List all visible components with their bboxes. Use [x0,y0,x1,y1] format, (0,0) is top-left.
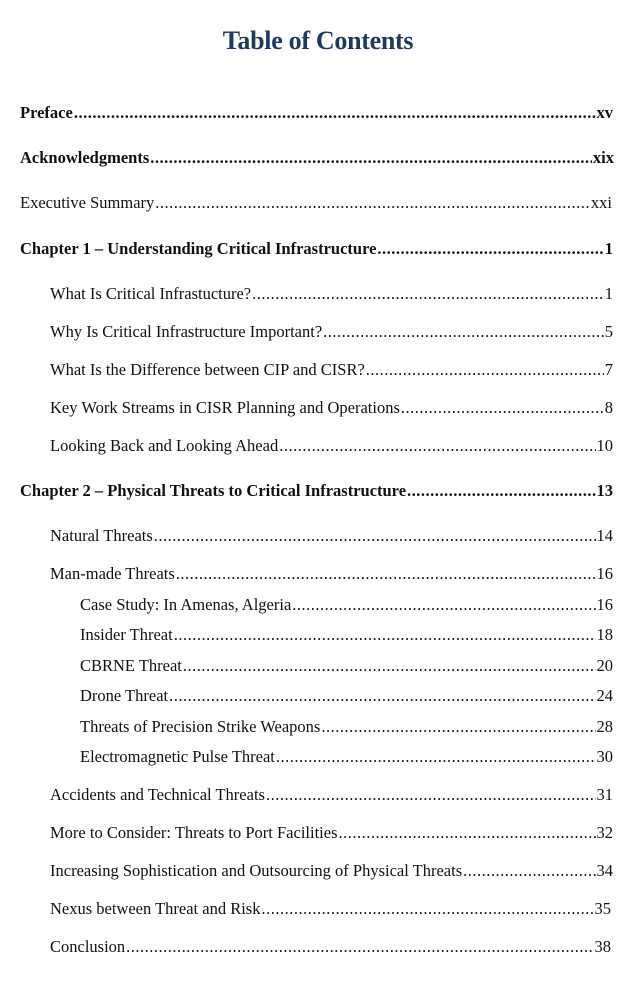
toc-entry-label: What Is the Difference between CIP and CISR? [50,360,365,379]
toc-entry-page: xix [592,148,614,167]
toc-entry-label: Insider Threat [80,625,173,644]
toc-entry-label: Chapter 1 – Understanding Critical Infrastructure [20,239,377,258]
toc-entry-page: 32 [596,823,613,842]
toc-entry[interactable] [50,861,613,881]
toc-entry[interactable] [50,436,613,456]
toc-entry-page: 14 [596,526,613,545]
toc-entry[interactable] [20,481,613,501]
toc-entry-page: 16 [596,595,613,614]
toc-entry[interactable] [80,656,613,676]
toc-leader-dots [74,103,596,123]
toc-entry[interactable] [80,686,613,706]
toc-entry-page: 10 [596,436,613,455]
toc-entry[interactable] [20,193,612,213]
toc-entry-label: Accidents and Technical Threats [50,785,265,804]
toc-leader-dots [321,717,595,737]
toc-entry[interactable] [50,360,613,380]
toc-leader-dots [339,823,596,843]
toc-entry-page: 34 [596,861,613,880]
toc-leader-dots [176,564,596,584]
toc-entry[interactable] [80,747,613,767]
toc-entry-label: Looking Back and Looking Ahead [50,436,279,455]
toc-entry-page: xxi [590,193,612,212]
toc-entry-label: Conclusion [50,937,126,956]
toc-entry[interactable] [50,823,613,843]
toc-entry[interactable] [80,625,613,645]
toc-leader-dots [366,360,604,380]
toc-entry-label: Natural Threats [50,526,153,545]
toc-leader-dots [155,193,590,213]
toc-entry-page: 20 [596,656,613,675]
toc-entry-label: Key Work Streams in CISR Planning and Operations [50,398,400,417]
toc-entry[interactable] [50,284,613,304]
toc-entry-label: Preface [20,103,73,122]
toc-leader-dots [323,322,604,342]
toc-entry-label: Man-made Threats [50,564,175,583]
toc-leader-dots [377,239,603,259]
toc-entry-page: 30 [596,747,613,766]
toc-entry-page: 38 [594,937,611,956]
toc-entry-page: xv [596,103,613,122]
toc-leader-dots [169,686,595,706]
toc-entry-page: 13 [596,481,613,500]
toc-entry-page: 35 [594,899,611,918]
toc-entry-page: 16 [596,564,613,583]
toc-entry[interactable] [50,322,613,342]
toc-leader-dots [407,481,595,501]
toc-entry[interactable] [50,398,613,418]
toc-leader-dots [150,148,592,168]
toc-leader-dots [261,899,593,919]
toc-entry-page: 1 [604,239,613,258]
toc-leader-dots [292,595,595,615]
toc-entry-label: More to Consider: Threats to Port Facilities [50,823,338,842]
toc-entry[interactable] [50,937,611,957]
toc-entry-label: Chapter 2 – Physical Threats to Critical Infrastructure [20,481,407,500]
toc-entry-label: Executive Summary [20,193,155,212]
toc-leader-dots [279,436,595,456]
toc-entry-page: 18 [596,625,613,644]
toc-leader-dots [126,937,593,957]
toc-leader-dots [463,861,595,881]
toc-entry[interactable] [20,103,613,123]
toc-entry[interactable] [20,239,613,259]
toc-entry-label: CBRNE Threat [80,656,182,675]
toc-entry-page: 8 [604,398,613,417]
toc-entry[interactable] [50,899,611,919]
toc-entry[interactable] [80,595,613,615]
toc-entry-page: 7 [604,360,613,379]
toc-entry[interactable] [80,717,613,737]
toc-leader-dots [174,625,596,645]
toc-entry[interactable] [50,785,613,805]
toc-entry[interactable] [50,526,613,546]
toc-entry-page: 5 [604,322,613,341]
toc-leader-dots [276,747,596,767]
toc-entry-label: Nexus between Threat and Risk [50,899,261,918]
page-title: Table of Contents [222,26,414,55]
toc-entry-label: Case Study: In Amenas, Algeria [80,595,292,614]
toc-entry-page: 24 [596,686,613,705]
toc-entry-label: What Is Critical Infrastucture? [50,284,252,303]
toc-entry-page: 28 [596,717,613,736]
toc-entry-page: 31 [596,785,613,804]
toc-leader-dots [183,656,596,676]
toc-leader-dots [266,785,596,805]
toc-leader-dots [401,398,604,418]
toc-entry-label: Why Is Critical Infrastructure Important? [50,322,323,341]
toc-leader-dots [252,284,604,304]
toc-entry-label: Threats of Precision Strike Weapons [80,717,321,736]
toc-leader-dots [154,526,596,546]
toc-entry-label: Increasing Sophistication and Outsourcing of Physical Threats [50,861,463,880]
toc-entry-label: Electromagnetic Pulse Threat [80,747,275,766]
toc-entry-label: Drone Threat [80,686,169,705]
toc-entry[interactable] [20,148,614,168]
toc-entry-label: Acknowledgments [20,148,150,167]
toc-entry-page: 1 [604,284,613,303]
toc-entry[interactable] [50,564,613,584]
